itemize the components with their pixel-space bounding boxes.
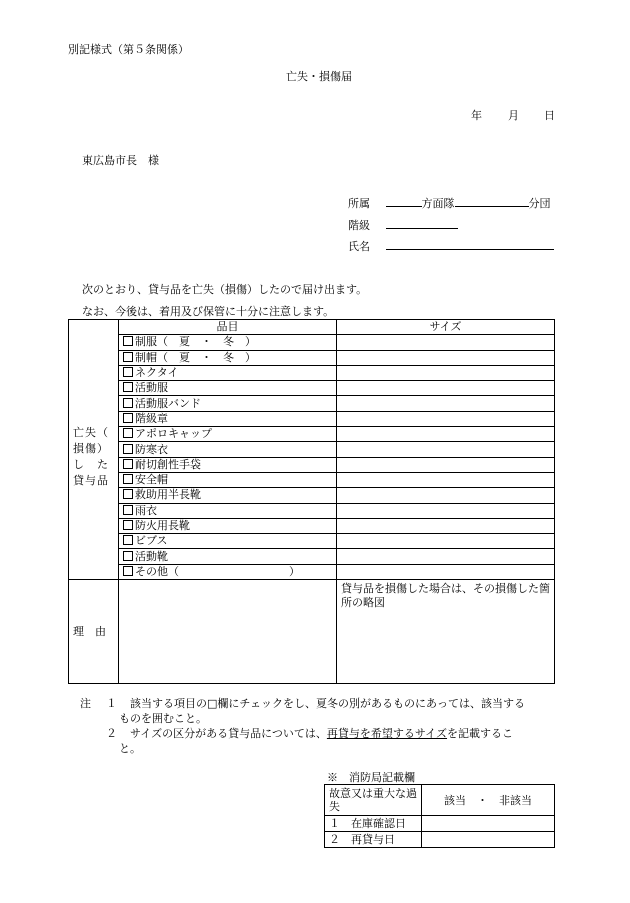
corner-cell — [69, 320, 119, 335]
col-item-header: 品目 — [119, 320, 337, 335]
checkbox[interactable] — [123, 551, 133, 561]
note-2-line-1: サイズの区分がある貸与品については、再貸与を希望するサイズを記載するこ — [130, 727, 514, 740]
rank-row — [348, 216, 458, 233]
note-prefix: 注 — [80, 697, 91, 710]
size-cell[interactable] — [337, 350, 555, 365]
note-1-line-1: 該当する項目の□欄にチェックをし、夏冬の別があるものにあっては、該当する — [130, 697, 525, 710]
note-2-line-2: と。 — [119, 742, 141, 755]
reissue-label: ２ 再貸与日 — [325, 832, 422, 848]
item-apollo-cap[interactable]: アポロキャップ — [119, 427, 337, 442]
checkbox[interactable] — [123, 566, 133, 576]
size-cell[interactable] — [337, 427, 555, 442]
size-cell[interactable] — [337, 564, 555, 579]
item-cap[interactable]: 制帽（ 夏 ・ 冬 ） — [119, 350, 337, 365]
negligence-options[interactable]: 該当 ・ 非該当 — [422, 785, 555, 816]
checkbox[interactable] — [123, 336, 133, 346]
name-label: 氏名 — [348, 240, 370, 253]
item-helmet[interactable]: 安全帽 — [119, 472, 337, 487]
reason-field[interactable] — [119, 580, 337, 684]
size-cell[interactable] — [337, 396, 555, 411]
item-rescue-boots[interactable]: 救助用半長靴 — [119, 488, 337, 503]
checkbox[interactable] — [123, 382, 133, 392]
checkbox[interactable] — [123, 352, 133, 362]
affiliation-label: 所属 — [348, 197, 370, 210]
checkbox[interactable] — [123, 428, 133, 438]
note-1-num: １ — [106, 697, 117, 710]
office-table — [324, 784, 555, 848]
item-necktie[interactable]: ネクタイ — [119, 365, 337, 380]
size-cell[interactable] — [337, 381, 555, 396]
item-cold-wear[interactable]: 防寒衣 — [119, 442, 337, 457]
checkbox[interactable] — [123, 444, 133, 454]
page-title: 亡失・損傷届 — [286, 70, 352, 83]
form-label: 別記様式（第５条関係） — [68, 43, 189, 56]
name-field[interactable] — [386, 237, 554, 250]
damage-sketch-field[interactable] — [337, 580, 555, 684]
item-bibs[interactable]: ビブス — [119, 534, 337, 549]
size-cell[interactable] — [337, 488, 555, 503]
size-cell[interactable] — [337, 365, 555, 380]
note-2-num: ２ — [106, 727, 117, 740]
note-2-underlined: 再貸与を希望するサイズ — [326, 727, 448, 740]
addressee: 東広島市長 様 — [82, 154, 159, 167]
size-cell[interactable] — [337, 335, 555, 350]
body-line-1: 次のとおり、貸与品を亡失（損傷）したので届け出ます。 — [82, 283, 368, 296]
size-cell[interactable] — [337, 442, 555, 457]
rank-field[interactable] — [386, 216, 458, 229]
checkbox[interactable] — [123, 535, 133, 545]
checkbox[interactable] — [123, 413, 133, 423]
checkbox[interactable] — [123, 474, 133, 484]
item-activity-band[interactable]: 活動服バンド — [119, 396, 337, 411]
item-cut-gloves[interactable]: 耐切創性手袋 — [119, 457, 337, 472]
category-label: 亡失（ 損傷） し た 貸与品 — [69, 335, 119, 580]
size-cell[interactable] — [337, 411, 555, 426]
item-rank-badge[interactable]: 階級章 — [119, 411, 337, 426]
negligence-label: 故意又は重大な過失 — [325, 785, 422, 816]
branch-field[interactable] — [455, 194, 529, 207]
date-month: 月 — [508, 109, 519, 122]
sketch-note: 貸与品を損傷した場合は、その損傷した箇所の略図 — [341, 582, 550, 610]
checkbox[interactable] — [123, 520, 133, 530]
item-raincoat[interactable]: 雨衣 — [119, 503, 337, 518]
checkbox[interactable] — [123, 489, 133, 499]
stock-check-label: １ 在庫確認日 — [325, 816, 422, 832]
size-cell[interactable] — [337, 457, 555, 472]
branch-label: 分団 — [528, 197, 551, 210]
affiliation-row — [348, 194, 551, 211]
item-uniform[interactable]: 制服（ 夏 ・ 冬 ） — [119, 335, 337, 350]
size-cell[interactable] — [337, 534, 555, 549]
item-activity-suit[interactable]: 活動服 — [119, 381, 337, 396]
reissue-field[interactable] — [422, 832, 555, 848]
item-other[interactable]: その他（ ） — [119, 564, 337, 579]
checkbox[interactable] — [123, 398, 133, 408]
direction-unit-label: 方面隊 — [421, 197, 455, 210]
stock-check-field[interactable] — [422, 816, 555, 832]
rank-label: 階級 — [348, 219, 370, 232]
name-row — [348, 237, 554, 254]
body-line-2: なお、今後は、着用及び保管に十分に注意します。 — [82, 305, 335, 318]
date-year: 年 — [471, 109, 482, 122]
direction-field[interactable] — [386, 194, 422, 207]
size-cell[interactable] — [337, 472, 555, 487]
col-size-header: サイズ — [337, 320, 555, 335]
item-fire-boots[interactable]: 防火用長靴 — [119, 518, 337, 533]
lost-items-table — [68, 319, 555, 684]
checkbox[interactable] — [123, 505, 133, 515]
checkbox[interactable] — [123, 367, 133, 377]
reason-label: 理 由 — [69, 580, 119, 684]
note-1-line-2: ものを囲むこと。 — [119, 712, 207, 725]
size-cell[interactable] — [337, 503, 555, 518]
checkbox[interactable] — [123, 459, 133, 469]
office-heading: ※ 消防局記載欄 — [327, 771, 415, 784]
size-cell[interactable] — [337, 518, 555, 533]
item-activity-shoes[interactable]: 活動靴 — [119, 549, 337, 564]
size-cell[interactable] — [337, 549, 555, 564]
date-day: 日 — [544, 109, 555, 122]
